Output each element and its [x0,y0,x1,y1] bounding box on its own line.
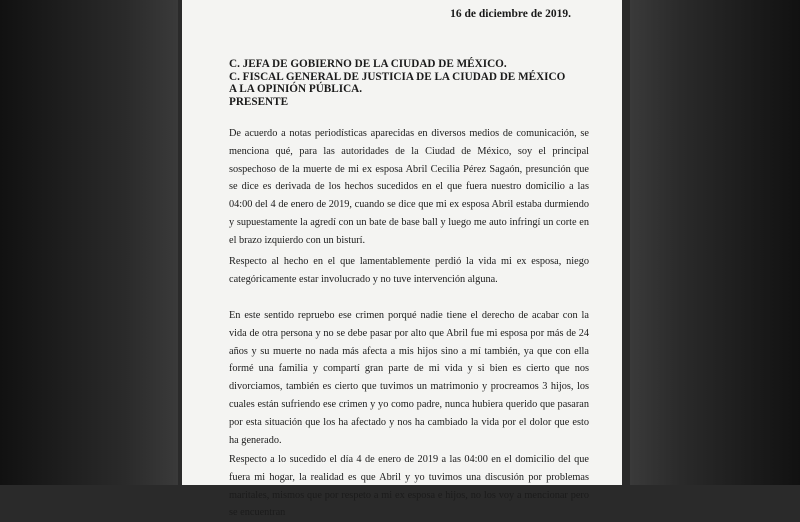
paragraph-1: De acuerdo a notas periodísticas aparecidas en diversos medios de comunicación, se menciona qué, para las autoridades de la Ciudad de México, soy el principal sospechoso de la muerte de mi ex esposa Abril Cecilia Pérez Sagaón, presunción que se dice es derivada de los hechos sucedidos en el que fuera nuestro domicilio a las 04:00 del 4 de enero de 2019, cuando se dice que mi ex esposa Abril estaba durmiendo y supuestamente la agredí con un bate de base ball y luego me auto infringí un corte en el brazo izquierdo con un bisturí. [229,128,589,246]
paragraph-3: En este sentido repruebo ese crimen porqué nadie tiene el derecho de acabar con la vida de otra persona y no se debe pasar por alto que Abril fue mi esposa por más de 24 años y su muerte no nada más afecta a mis hijos sino a mí también, ya que con ella formé una familia y compartí gran parte de mi vida y si bien es cierto que nos divorciamos, también es cierto que tuvimos un matrimonio y procreamos 3 hijos, los cuales están sufriendo ese crimen y yo como padre, nunca hubiera querido que pasaran por esta situación que los ha afectado y nos ha cambiado la vida por el dolor que esto ha generado. [229,310,589,446]
paragraph-2: Respecto al hecho en el que lamentablemente perdió la vida mi ex esposa, niego categóricamente estar involucrado y no tuve intervención alguna. [229,256,589,285]
document-page [182,0,622,519]
letter-date: 16 de diciembre de 2019. [450,8,571,20]
left-dark-border [0,0,178,485]
addressee-block [229,58,589,108]
right-dark-border [630,0,800,485]
addressee-line-4: PRESENTE [229,95,289,108]
addressee-line-2: C. FISCAL GENERAL DE JUSTICIA DE LA CIUDAD DE MÉXICO [229,70,566,83]
paragraph-4: Respecto a lo sucedido el día 4 de enero de 2019 a las 04:00 en el domicilio del que fuera mi hogar, la realidad es que Abril y yo tuvimos una discusión por problemas maritales, mismos que por respeto a mi ex esposa e hijos, no los voy a mencionar pero se encuentran [229,454,589,519]
addressee-line-3: A LA OPINIÓN PÚBLICA. [229,83,363,95]
addressee-line-1: C. JEFA DE GOBIERNO DE LA CIUDAD DE MÉXICO. [229,58,507,70]
